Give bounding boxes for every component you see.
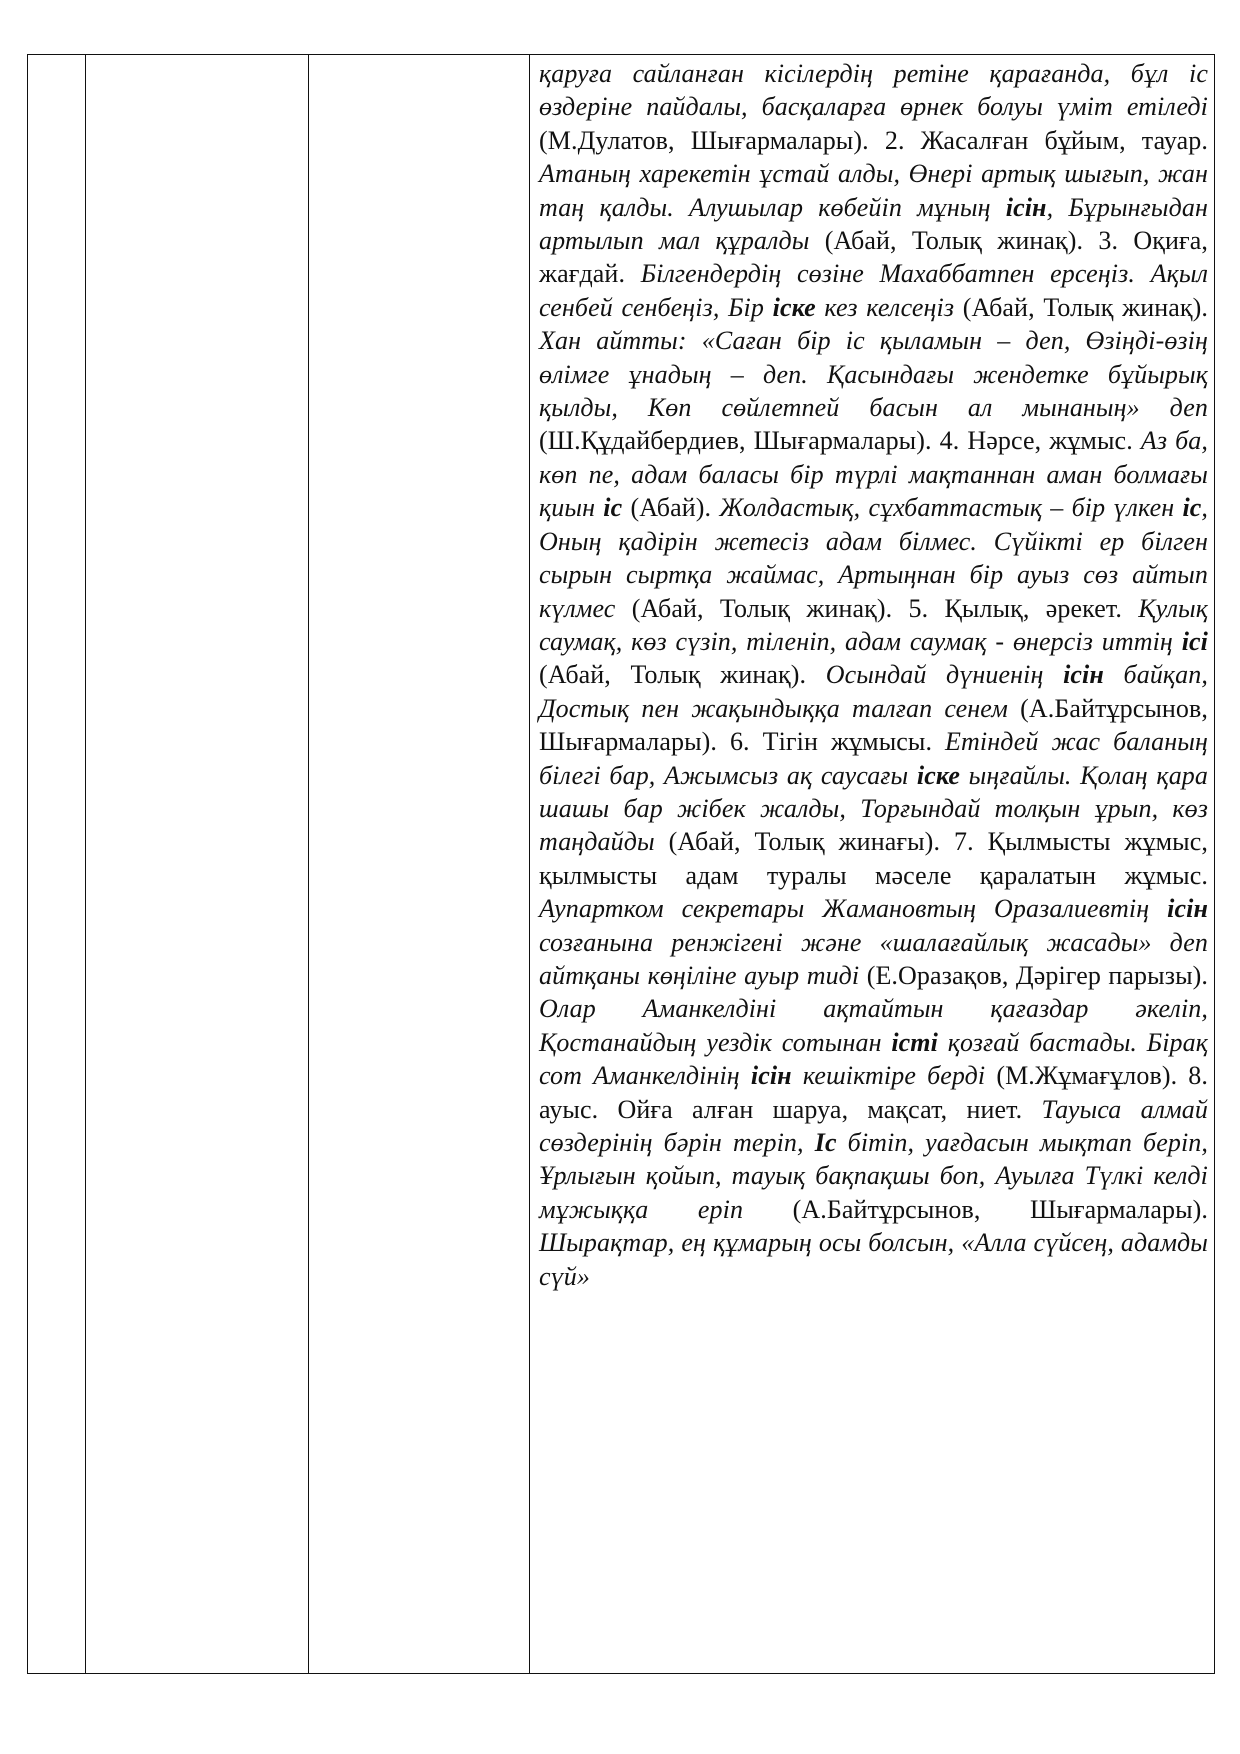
dictionary-table — [27, 54, 1215, 1674]
number-cell — [28, 55, 86, 1674]
citation-text: ыңғайлы. Қолаң қара шашы бар жібек жалды, Торғындай толқын ұрып, көз таңдайды — [539, 760, 1208, 857]
citation-text: Аз ба, көп пе, адам баласы бір түрлі мақтаннан аман болмағы қиын — [539, 426, 1208, 523]
headword-highlight: ісін — [1063, 660, 1104, 690]
citation-text: қозғай бастады. Бірақ сот Аманкелдінің — [539, 1027, 1208, 1091]
headword-highlight: ісін — [1005, 192, 1047, 222]
headword-highlight: ісін — [750, 1061, 792, 1091]
headword-highlight: Іс — [814, 1128, 837, 1157]
citation-text: Білгендердің сөзіне Махаббатпен ерсеңіз. Ақыл сенбей сенбеңіз, Бір — [539, 259, 1209, 322]
citation-text: бітіп, уағдасын мықтап беріп, Ұрлығын қойып, тауық бақпақшы боп, Ауылға Түлкі келді мұжыққа еріп — [539, 1128, 1209, 1224]
definition-segment: (Абай, Толық жинақ). 3. Оқиға, жағдай. — [539, 226, 1208, 289]
definition-segment: (Абай, Толық жинақ). — [539, 660, 826, 690]
citation-text: Тауыса алмай сөздерінің бәрін теріп, — [539, 1094, 1208, 1157]
citation-text: Атаның харекетін ұстай алды, Өнері артық шығып, жан таң қалды. Алушылар көбейіп мұның — [539, 159, 1208, 222]
definition-segment: (А.Байтұрсынов, Шығармалары). — [743, 1194, 1208, 1224]
headword-highlight: іске — [916, 760, 960, 790]
definition-segment: (Абай, Толық жинақ). — [954, 292, 1208, 322]
definition-segment: (Абай). — [622, 493, 720, 523]
word-cell — [86, 55, 309, 1674]
citation-text: Хан айтты: «Саған бір іс қыламын – деп, Өзіңді-өзің өлімге ұнадың – деп. Қасындағы жендетке бұйырық қылды, Көп сөйлетпей басын ал мынаның» деп — [539, 326, 1208, 423]
definition-segment: (М.Дулатов, Шығармалары). 2. Жасалған бұйым, тауар. — [539, 125, 1208, 155]
headword-highlight: ісін — [1167, 894, 1208, 924]
definition-segment: (М.Жұмағұлов). 8. ауыс. Ойға алған шаруа, мақсат, ниет. — [539, 1061, 1208, 1124]
citation-text: , Бұрынғыдан артылып мал құралды — [539, 192, 1208, 256]
definition-cell — [530, 55, 1215, 1674]
definition-text — [530, 55, 1214, 1293]
citation-text: Қулық саумақ, көз сүзіп, тіленіп, адам саумақ - өнерсіз иттің — [539, 593, 1208, 656]
citation-text: Шырақтар, ең құмарың осы болсын, «Алла сүйсең, адамды сүй» — [539, 1228, 1208, 1291]
citation-text: созғанына ренжігені және «шалағайлық жасады» деп айтқаны көңіліне ауыр тиді — [539, 927, 1208, 990]
headword-highlight: іс — [603, 493, 623, 523]
definition-segment: (Е.Оразақов, Дәрігер парызы). — [859, 960, 1208, 990]
headword-highlight: іс — [1182, 493, 1202, 523]
citation-text: байқап, Достық пен жақындыққа талғап сенем — [539, 660, 1208, 723]
headword-highlight: істі — [891, 1027, 938, 1057]
citation-text: Етіндей жас баланың білегі бар, Ажымсыз ақ саусағы — [539, 727, 1208, 790]
citation-text: , Оның қадірін жетесіз адам білмес. Сүйікті ер білген сырын сыртқа жаймас, Артыңнан бір ауыз сөз айтып күлмес — [539, 493, 1209, 623]
citation-text: Осындай дүниенің — [825, 660, 1064, 690]
headword-highlight: іске — [772, 292, 816, 322]
headword-highlight: ісі — [1181, 626, 1208, 656]
definition-segment: (Абай, Толық жинақ). 5. Қылық, әрекет. — [615, 593, 1139, 623]
citation-text: Аупартком секретары Жамановтың Оразалиевтің — [539, 894, 1168, 924]
citation-text: кез келсеңіз — [815, 292, 955, 322]
citation-text: Жолдастық, сұхбаттастық – бір үлкен — [719, 493, 1183, 523]
citation-text: Олар Аманкелдіні ақтайтын қағаздар әкеліп, Қостанайдың уездік сотынан — [539, 994, 1208, 1057]
citation-text: қаруға сайланған кісілердің ретіне қарағанда, бұл іс өздеріне пайдалы, басқаларға өрнек болуы үміт етіледі — [539, 59, 1208, 122]
definition-segment: (А.Байтұрсынов, Шығармалары). 6. Тігін жұмысы. — [539, 693, 1208, 757]
grammar-cell — [309, 55, 530, 1674]
definition-segment: (Ш.Құдайбердиев, Шығармалары). 4. Нәрсе, жұмыс. — [539, 426, 1141, 456]
table-row — [28, 55, 1215, 1674]
citation-text: кешіктіре берді — [791, 1061, 986, 1091]
definition-segment: (Абай, Толық жинағы). 7. Қылмысты жұмыс, қылмысты адам туралы мәселе қаралатын жұмыс. — [539, 827, 1208, 890]
